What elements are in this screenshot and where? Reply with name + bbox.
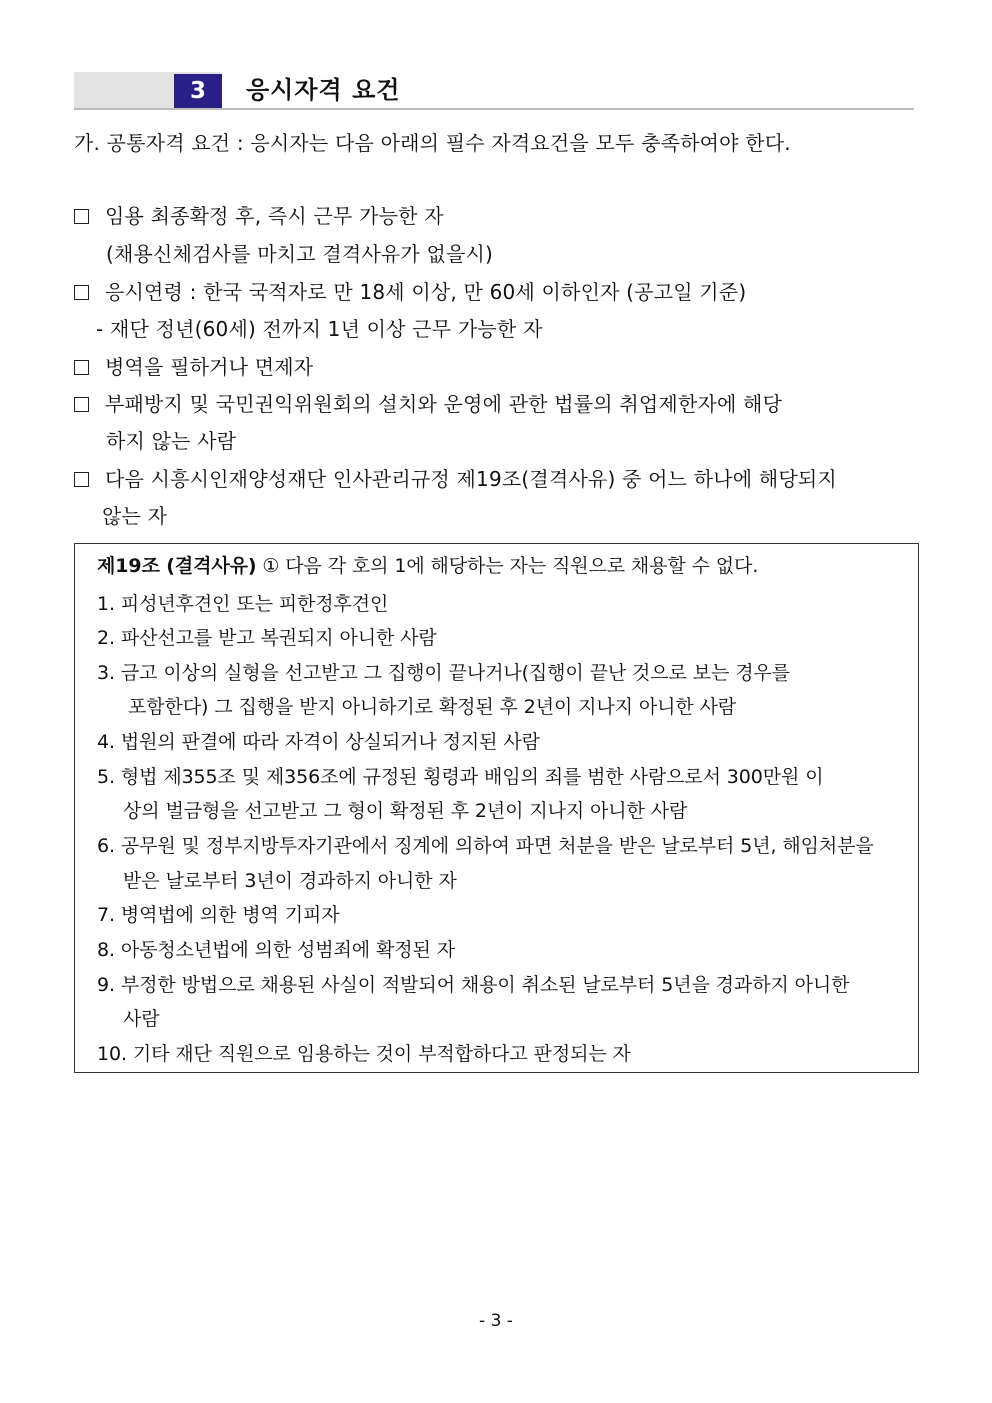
regulation-item-4: 4. 법원의 판결에 따라 자격이 상실되거나 정지된 사람 [97, 731, 540, 753]
requirement-3 [74, 353, 313, 381]
regulation-item-9: 9. 부정한 방법으로 채용된 사실이 적발되어 채용이 취소된 날로부터 5년을 경과하지 아니한 [97, 974, 850, 996]
regulation-lead: ① 다음 각 호의 1에 해당하는 자는 직원으로 채용할 수 없다. [262, 555, 759, 577]
checkbox-icon [74, 285, 89, 300]
checkbox-icon [74, 397, 89, 412]
requirement-4-text: 부패방지 및 국민권익위원회의 설치와 운영에 관한 법률의 취업제한자에 해당 [105, 392, 783, 416]
page-number: - 3 - [479, 1311, 513, 1331]
requirement-2-text: 응시연령 : 한국 국적자로 만 18세 이상, 만 60세 이하인자 (공고일 기준) [105, 280, 747, 304]
intro-text: 가. 공통자격 요건 : 응시자는 다음 아래의 필수 자격요건을 모두 충족하여야 한다. [74, 131, 791, 155]
regulation-item-2: 2. 파산선고를 받고 복권되지 아니한 사람 [97, 627, 437, 649]
regulation-item-3: 3. 금고 이상의 실형을 선고받고 그 집행이 끝나거나(집행이 끝난 것으로 보는 경우를 [97, 662, 790, 684]
regulation-item-10: 10. 기타 재단 직원으로 임용하는 것이 부적합하다고 판정되는 자 [97, 1043, 631, 1065]
regulation-item-6-cont: 받은 날로부터 3년이 경과하지 아니한 자 [123, 870, 457, 892]
requirement-3-text: 병역을 필하거나 면제자 [105, 355, 314, 379]
requirement-5 [74, 465, 837, 493]
section-number: 3 [174, 74, 222, 108]
section-title: 응시자격 요건 [246, 76, 401, 104]
checkbox-icon [74, 209, 89, 224]
regulation-item-9-cont: 사람 [123, 1008, 160, 1030]
checkbox-icon [74, 360, 89, 375]
regulation-item-3-cont: 포함한다) 그 집행을 받지 아니하기로 확정된 후 2년이 지나지 아니한 사람 [128, 696, 737, 718]
regulation-item-1: 1. 피성년후견인 또는 피한정후견인 [97, 593, 389, 615]
regulation-item-6: 6. 공무원 및 정부지방투자기관에서 징계에 의하여 파면 처분을 받은 날로부터 5년, 해임처분을 [97, 835, 874, 857]
regulation-item-7: 7. 병역법에 의한 병역 기피자 [97, 904, 340, 926]
requirement-2-cont: - 재단 정년(60세) 전까지 1년 이상 근무 가능한 자 [96, 317, 543, 341]
section-header [74, 72, 914, 110]
requirement-4-cont: 하지 않는 사람 [106, 429, 237, 453]
regulation-box [74, 543, 919, 1073]
requirement-5-text: 다음 시흥시인재양성재단 인사관리규정 제19조(결격사유) 중 어느 하나에 해당되지 [105, 467, 837, 491]
regulation-item-5-cont: 상의 벌금형을 선고받고 그 형이 확정된 후 2년이 지나지 아니한 사람 [123, 800, 688, 822]
regulation-heading [97, 553, 758, 579]
requirement-4 [74, 390, 782, 418]
regulation-item-8: 8. 아동청소년법에 의한 성범죄에 확정된 자 [97, 939, 455, 961]
regulation-title: 제19조 (결격사유) [97, 555, 257, 577]
requirement-1 [74, 202, 444, 230]
requirement-2 [74, 278, 746, 306]
requirement-1-cont: (채용신체검사를 마치고 결격사유가 없을시) [106, 242, 494, 266]
checkbox-icon [74, 472, 89, 487]
requirement-5-cont: 않는 자 [102, 504, 168, 528]
requirement-1-text: 임용 최종확정 후, 즉시 근무 가능한 자 [105, 204, 444, 228]
regulation-item-5: 5. 형법 제355조 및 제356조에 규정된 횡령과 배임의 죄를 범한 사람으로서 300만원 이 [97, 766, 824, 788]
header-band [74, 72, 100, 108]
